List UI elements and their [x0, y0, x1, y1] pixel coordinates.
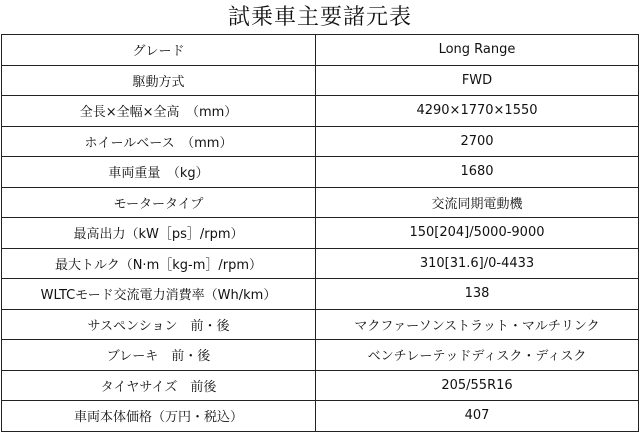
spec-value: 2700	[316, 126, 639, 157]
spec-label: サスペンション 前・後	[2, 309, 316, 340]
spec-table	[1, 34, 639, 432]
spec-label: タイヤサイズ 前後	[2, 370, 316, 401]
spec-value: Long Range	[316, 35, 639, 66]
table-row	[2, 157, 639, 188]
spec-value: 1680	[316, 157, 639, 188]
table-row	[2, 279, 639, 310]
spec-label: WLTCモード交流電力消費率（Wh/km）	[2, 279, 316, 310]
spec-value: 310[31.6]/0-4433	[316, 248, 639, 279]
spec-label: ホイールベース （mm）	[2, 126, 316, 157]
spec-value: 交流同期電動機	[316, 187, 639, 218]
spec-label: モータータイプ	[2, 187, 316, 218]
spec-value: 150[204]/5000-9000	[316, 218, 639, 249]
table-row	[2, 370, 639, 401]
spec-value: 205/55R16	[316, 370, 639, 401]
spec-label: グレード	[2, 35, 316, 66]
table-row	[2, 96, 639, 127]
table-row	[2, 218, 639, 249]
table-row	[2, 248, 639, 279]
table-row	[2, 35, 639, 66]
table-row	[2, 126, 639, 157]
spec-label: 車両重量 （kg）	[2, 157, 316, 188]
table-row	[2, 309, 639, 340]
spec-label: 最高出力（kW［ps］/rpm）	[2, 218, 316, 249]
table-row	[2, 65, 639, 96]
table-row	[2, 401, 639, 432]
spec-value: マクファーソンストラット・マルチリンク	[316, 309, 639, 340]
spec-label: 駆動方式	[2, 65, 316, 96]
spec-value: FWD	[316, 65, 639, 96]
spec-label: ブレーキ 前・後	[2, 340, 316, 371]
spec-value: ベンチレーテッドディスク・ディスク	[316, 340, 639, 371]
spec-label: 全長×全幅×全高 （mm）	[2, 96, 316, 127]
table-row	[2, 340, 639, 371]
spec-value: 4290×1770×1550	[316, 96, 639, 127]
spec-value: 138	[316, 279, 639, 310]
spec-label: 車両本体価格（万円・税込）	[2, 401, 316, 432]
spec-label: 最大トルク（N·m［kg-m］/rpm）	[2, 248, 316, 279]
page-title: 試乗車主要諸元表	[227, 5, 412, 30]
table-row	[2, 187, 639, 218]
spec-value: 407	[316, 401, 639, 432]
